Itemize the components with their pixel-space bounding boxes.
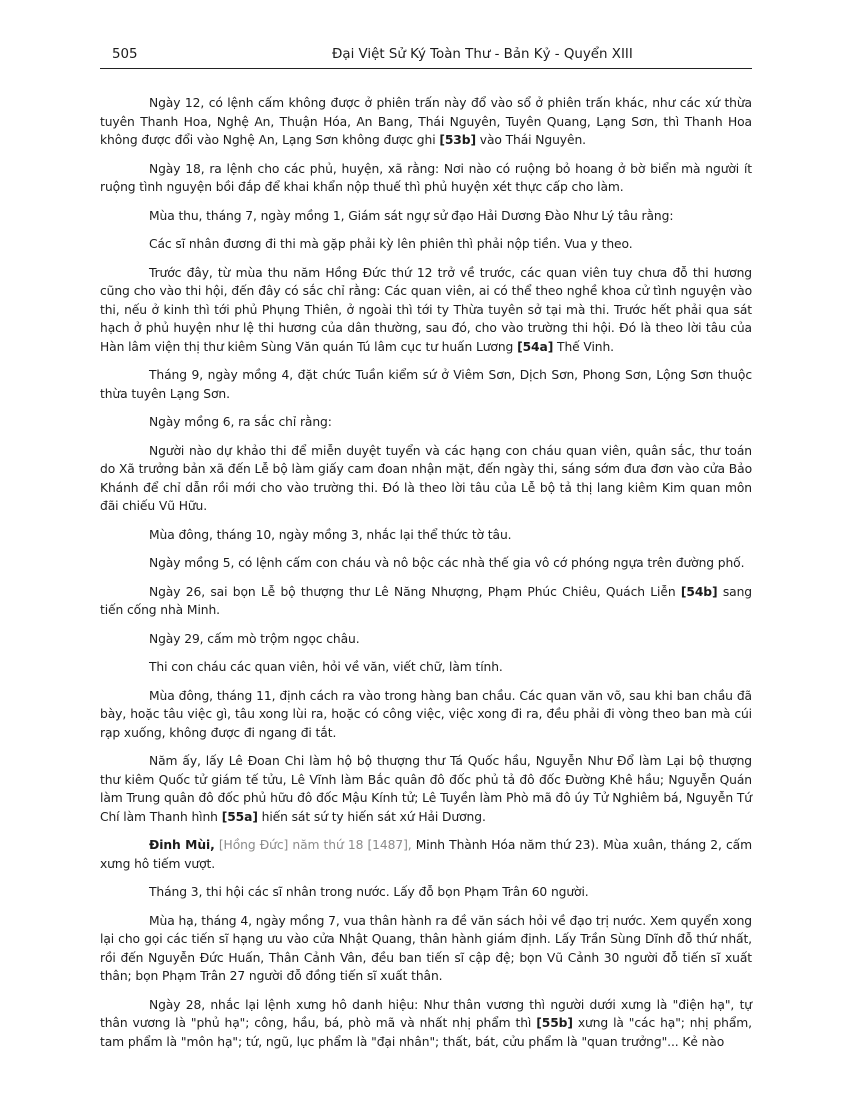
text-run: Các sĩ nhân đương đi thi mà gặp phải kỳ lên phiên thì phải nộp tiền. Vua y theo.: [149, 237, 633, 251]
editorial-note: [Hồng Đức] năm thứ 18 [1487],: [218, 838, 412, 852]
paragraph: [100, 94, 752, 150]
paragraph: [100, 658, 752, 677]
text-run: sang tiến cống nhà Minh.: [100, 584, 752, 617]
page-marker: [54b]: [680, 584, 718, 599]
text-run: Mùa hạ, tháng 4, ngày mồng 7, vua thân hành ra đề văn sách hỏi về đạo trị nước. Xem quyển xong lại cho gọi các tiến sĩ hạng ưu vào cửa Nhật Quang, thân hành giám định. Lấy Trần Sùng Dĩnh đỗ thứ nhất, rồi đến Nguyễn Đức Huấn, Thân Cảnh Vân, đều ban tiến sĩ cập đệ; bọn Vũ Cảnh 30 người đỗ tiến sĩ xuất thân; bọn Phạm Trân 27 người đỗ đồng tiến sĩ xuất thân.: [100, 913, 752, 983]
paragraph: [100, 996, 752, 1052]
year-heading: Đinh Mùi,: [149, 838, 215, 852]
running-title: Đại Việt Sử Ký Toàn Thư - Bản Kỷ - Quyển XIII: [332, 47, 633, 62]
text-run: Năm ấy, lấy Lê Đoan Chi làm hộ bộ thượng thư Tá Quốc hầu, Nguyễn Như Đổ làm Lại bộ thượng thư kiêm Quốc tử giám tế tửu, Lê Vĩnh làm Bắc quân đô đốc phủ tả đô đốc Đường Khê hầu; Nguyễn Quán làm Trung quân đô đốc phủ hữu đô đốc Mậu Kính tử; Lê Tuyền làm Phò mã đô úy Tử Nghiêm bá, Nguyễn Tứ Chí làm Thanh hình: [100, 754, 752, 824]
text-run: Mùa đông, tháng 11, định cách ra vào trong hàng ban chầu. Các quan văn võ, sau khi ban chầu đã bày, hoặc tâu việc gì, tâu xong lùi ra, hoặc có công việc, việc xong đi ra, đều phải đi vòng theo ban mà cúi rạp xuống, không được đi ngang đi tắt.: [100, 688, 752, 740]
paragraph: [100, 160, 752, 197]
text-run: Ngày 29, cấm mò trộm ngọc châu.: [149, 631, 360, 646]
page-number: 505: [112, 47, 138, 62]
text-run: vào Thái Nguyên.: [475, 133, 586, 147]
text-run: Ngày 28, nhắc lại lệnh xưng hô danh hiệu: Như thân vương thì người dưới xưng là "điện hạ", tự thân vương là "phủ hạ"; công, hầu, bá, phò mã và nhất nhị phẩm thì: [100, 997, 752, 1030]
paragraph: [100, 912, 752, 986]
text-run: Tháng 3, thi hội các sĩ nhân trong nước. Lấy đỗ bọn Phạm Trân 60 người.: [149, 885, 589, 899]
text-run: Tháng 9, ngày mồng 4, đặt chức Tuần kiểm sứ ở Viêm Sơn, Dịch Sơn, Phong Sơn, Lộng Sơn thuộc thừa tuyên Lạng Sơn.: [100, 368, 752, 401]
text-run: Người nào dự khảo thi để miễn duyệt tuyển và các hạng con cháu quan viên, quân sắc, thư toán do Xã trưởng bản xã đến Lễ bộ làm giấy cam đoan nhận mặt, đến ngày thi, sáng sớm đưa đơn vào cửa Bảo Khánh để chỉ dẫn rồi mới cho vào trường thi. Đó là theo lời tâu của Lễ bộ tả thị lang kiêm Kim quan môn đãi chiếu Vũ Hữu.: [100, 443, 752, 513]
paragraph: [100, 883, 752, 902]
text-run: Trước đây, từ mùa thu năm Hồng Đức thứ 12 trở về trước, các quan viên tuy chưa đỗ thi hương cũng cho vào thi hội, đến đây có sắc chỉ rằng: Các quan viên, ai có thể theo nghề khoa cử tình nguyện vào thi, nếu ở kinh thì tới phủ Phụng Thiên, ở ngoài thì tới ty Thừa tuyên sở tại mà thi. Trước hết phải qua sát hạch ở phủ huyện như lệ thi hương của dân thường, sau đó, cho vào trường thi hội. Đó là theo lời tâu của Hàn lâm viện thị thư kiêm Sùng Văn quán Tú lâm cục tư huấn Lương: [100, 265, 752, 354]
paragraph: [100, 836, 752, 873]
text-run: Ngày 18, ra lệnh cho các phủ, huyện, xã rằng: Nơi nào có ruộng bỏ hoang ở bờ biển mà người ít ruộng tình nguyện bồi đắp để khai khẩn nộp thuế thì phủ huyện xét thực cấp cho làm.: [100, 161, 752, 194]
text-run: Thi con cháu các quan viên, hỏi về văn, viết chữ, làm tính.: [149, 660, 503, 674]
page-marker: [55a]: [221, 809, 258, 824]
text-run: Mùa thu, tháng 7, ngày mồng 1, Giám sát ngự sử đạo Hải Dương Đào Như Lý tâu rằng:: [149, 208, 674, 223]
page-marker: [54a]: [517, 339, 554, 354]
paragraph: [100, 526, 752, 545]
paragraph: [100, 366, 752, 403]
text-run: Ngày 12, có lệnh cấm không được ở phiên trấn này đổ vào sổ ở phiên trấn khác, như các xứ thừa tuyên Thanh Hoa, Nghệ An, Thuận Hóa, An Bang, Thái Nguyên, Tuyên Quang, Lạng Sơn, thì Thanh Hoa không được đổi vào Nghệ An, Lạng Sơn không được ghi: [100, 96, 752, 147]
page-marker: [53b]: [439, 133, 476, 147]
paragraph: [100, 442, 752, 516]
paragraph: [100, 583, 752, 620]
paragraph: [100, 264, 752, 357]
paragraph: [100, 630, 752, 649]
text-run: Mùa đông, tháng 10, ngày mồng 3, nhắc lại thể thức tờ tâu.: [149, 527, 512, 542]
paragraph: [100, 687, 752, 743]
text-run: Minh Thành Hóa năm thứ 23). Mùa xuân, tháng 2, cấm xưng hô tiếm vượt.: [100, 838, 752, 871]
paragraph: [100, 752, 752, 826]
page-header: [100, 42, 752, 69]
text-run: Ngày mồng 6, ra sắc chỉ rằng:: [149, 415, 332, 429]
text-run: hiến sát sứ ty hiến sát xứ Hải Dương.: [257, 809, 486, 824]
paragraph: [100, 235, 752, 254]
paragraph: [100, 413, 752, 432]
text-run: Ngày mồng 5, có lệnh cấm con cháu và nô bộc các nhà thế gia vô cớ phóng ngựa trên đường phố.: [149, 556, 745, 570]
paragraph: [100, 554, 752, 573]
text-run: Ngày 26, sai bọn Lễ bộ thượng thư Lê Năng Nhượng, Phạm Phúc Chiêu, Quách Liễn: [149, 584, 681, 599]
main-text: [100, 94, 752, 1061]
text-run: Thế Vinh.: [553, 339, 614, 354]
paragraph: [100, 207, 752, 226]
page-marker: [55b]: [536, 1016, 573, 1030]
text-run: xưng là "các hạ"; nhị phẩm, tam phẩm là "môn hạ"; tứ, ngũ, lục phẩm là "đại nhân"; thất, bát, cửu phẩm là "quan trưởng"... Kẻ nào: [100, 1016, 752, 1049]
